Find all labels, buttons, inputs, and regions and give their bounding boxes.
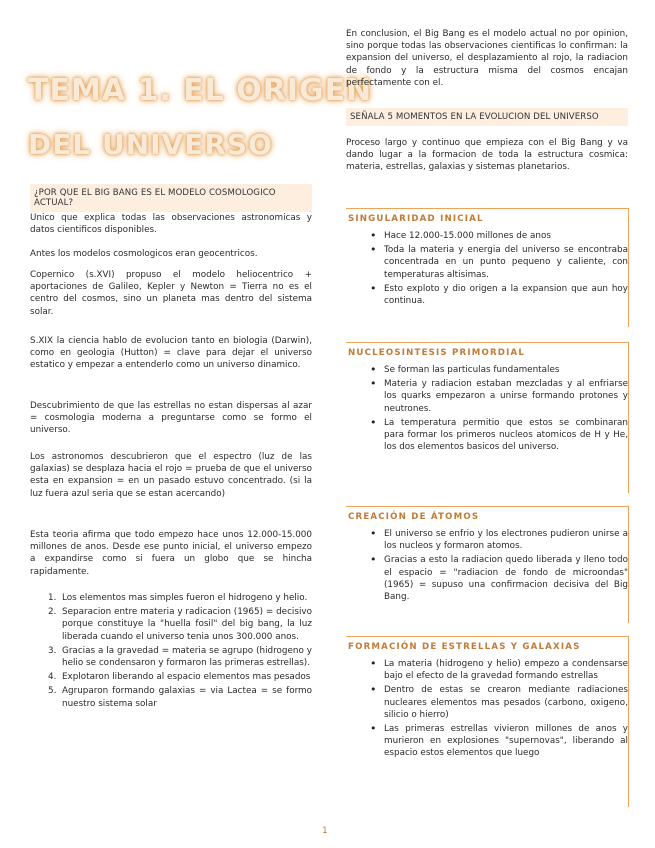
bullet-list: [346, 658, 628, 760]
list-item: 5. Agruparon formando galaxias = via Lactea = se formo nuestro sistema solar: [48, 686, 312, 709]
title-line-1: TEMA 1. EL ORIGEN: [28, 73, 373, 108]
list-item: 3. Gracias a la gravedad = materia se agrupo (hidrogeno y helio se condensaron y formaron las primeras estrellas).: [48, 645, 312, 669]
bullet-list: [346, 528, 628, 603]
section-estrellas-galaxias: [346, 636, 629, 807]
page-number: 1: [322, 826, 328, 836]
list-item: • Toda la materia y energia del universo se encontraba concentrada en un punto pequeno y caliente, con temperaturas altisimas.: [384, 244, 628, 281]
paragraph: Antes los modelos cosmologicos eran geocentricos.: [30, 249, 258, 259]
list-item: • Se forman las particulas fundamentales: [384, 364, 628, 376]
list-item: • La materia (hidrogeno y helio) empezo a condensarse bajo el efecto de la gravedad formando estrellas: [384, 658, 628, 682]
bullet-list: [346, 364, 628, 453]
summary-paragraph: Proceso largo y continuo que empieza con el Big Bang y va dando lugar a la formacion de toda la estructura cosmica: materia, estrellas, galaxias y sistemas planetarios.: [346, 138, 628, 173]
list-item: • Esto exploto y dio origen a la expansion que aun hoy continua.: [384, 283, 628, 307]
page-title: [28, 64, 373, 172]
list-item: • El universo se enfrio y los electrones pudieron unirse a los nucleos y formaron atomos.: [384, 528, 628, 552]
section-atomos: [346, 506, 629, 623]
list-item: 1. Los elementos mas simples fueron el hidrogeno y helio.: [48, 593, 308, 603]
section-title: FORMACIÓN DE ESTRELLAS Y GALAXIAS: [348, 642, 581, 652]
numbered-list: [30, 592, 312, 712]
list-item: 4. Explotaron liberando al espacio elementos mas pesados: [48, 672, 311, 683]
list-item: • La temperatura permitio que estos se combinaran para formar los primeros nucleos atomicos de H y He, los dos elementos basicos del universo.: [384, 417, 628, 454]
section-title: CREACIÓN DE ÁTOMOS: [348, 512, 480, 522]
paragraph: Descubrimiento de que las estrellas no estan dispersas al azar = cosmologia moderna a preguntarse como se formo el universo.: [30, 401, 312, 436]
paragraph: Esta teoria afirma que todo empezo hace unos 12.000-15.000 millones de anos. Desde ese punto inicial, el universo empezo a expandirse como si fuera un globo que se hincha rapidamente.: [30, 530, 312, 577]
list-item: • Gracias a esto la radiacion quedo liberada y lleno todo el espacio = "radiacion de fondo de microondas" (1965) = supuso una confirmacion decisiva del Big Bang.: [384, 554, 628, 603]
section-title: NUCLEOSINTESIS PRIMORDIAL: [348, 348, 526, 358]
section-heading-moments: SEÑALA 5 MOMENTOS EN LA EVOLUCION DEL UNIVERSO: [346, 108, 628, 126]
section-singularidad: [346, 208, 629, 327]
section-heading-big-bang: ¿POR QUE EL BIG BANG ES EL MODELO COSMOLOGICO ACTUAL?: [30, 184, 312, 212]
title-line-2: DEL UNIVERSO: [28, 128, 273, 161]
list-item: • Dentro de estas se crearon mediante radiaciones nucleares elementos mas pesados (carbono, oxigeno, silicio o hierro): [384, 684, 628, 721]
list-item: • Materia y radiacion estaban mezcladas y al enfriarse los quarks empezaron a unirse formando protones y neutrones.: [384, 378, 628, 415]
section-nucleosintesis: [346, 342, 629, 493]
paragraph: Copernico (s.XVI) propuso el modelo heliocentrico + aportaciones de Galileo, Kepler y Newton = Tierra no es el centro del cosmos, sino un planeta mas dentro del sistema solar.: [30, 270, 312, 317]
section-title: SINGULARIDAD INICIAL: [348, 214, 484, 224]
conclusion-paragraph: En conclusion, el Big Bang es el modelo actual no por opinion, sino porque todas las observaciones cientificas lo confirman: la expansion del universo, el desplazamiento al rojo, la radiacion de fondo y la estructura misma del cosmos encajan perfectamente con el.: [346, 29, 628, 88]
list-item: 2. Separacion entre materia y radicacion (1965) = decisivo porque constituye la "huella fosil" del big bang, la luz liberada cuando el universo tenia unos 300.000 anos.: [48, 607, 312, 642]
paragraph: Unico que explica todas las observaciones astronomicas y datos cientificos disponibles.: [30, 213, 312, 236]
paragraph: S.XIX la ciencia hablo de evolucion tanto en biologia (Darwin), como en geologia (Hutton) = clave para dejar el universo estatico y empezar a entenderlo como un universo dinamico.: [30, 336, 312, 371]
bullet-list: [346, 230, 628, 307]
paragraph: Los astronomos descubrieron que el espectro (luz de las galaxias) se desplaza hacia el rojo = prueba de que el universo esta en expansion = en un pasado estuvo concentrado. (si la luz fuera azul seria que se estan acercando): [30, 452, 312, 499]
list-item: • Las primeras estrellas vivieron millones de anos y murieron en explosiones "supernovas", liberando al espacio estos elementos que luego: [384, 723, 628, 760]
list-item: • Hace 12.000-15.000 millones de anos: [384, 230, 628, 242]
